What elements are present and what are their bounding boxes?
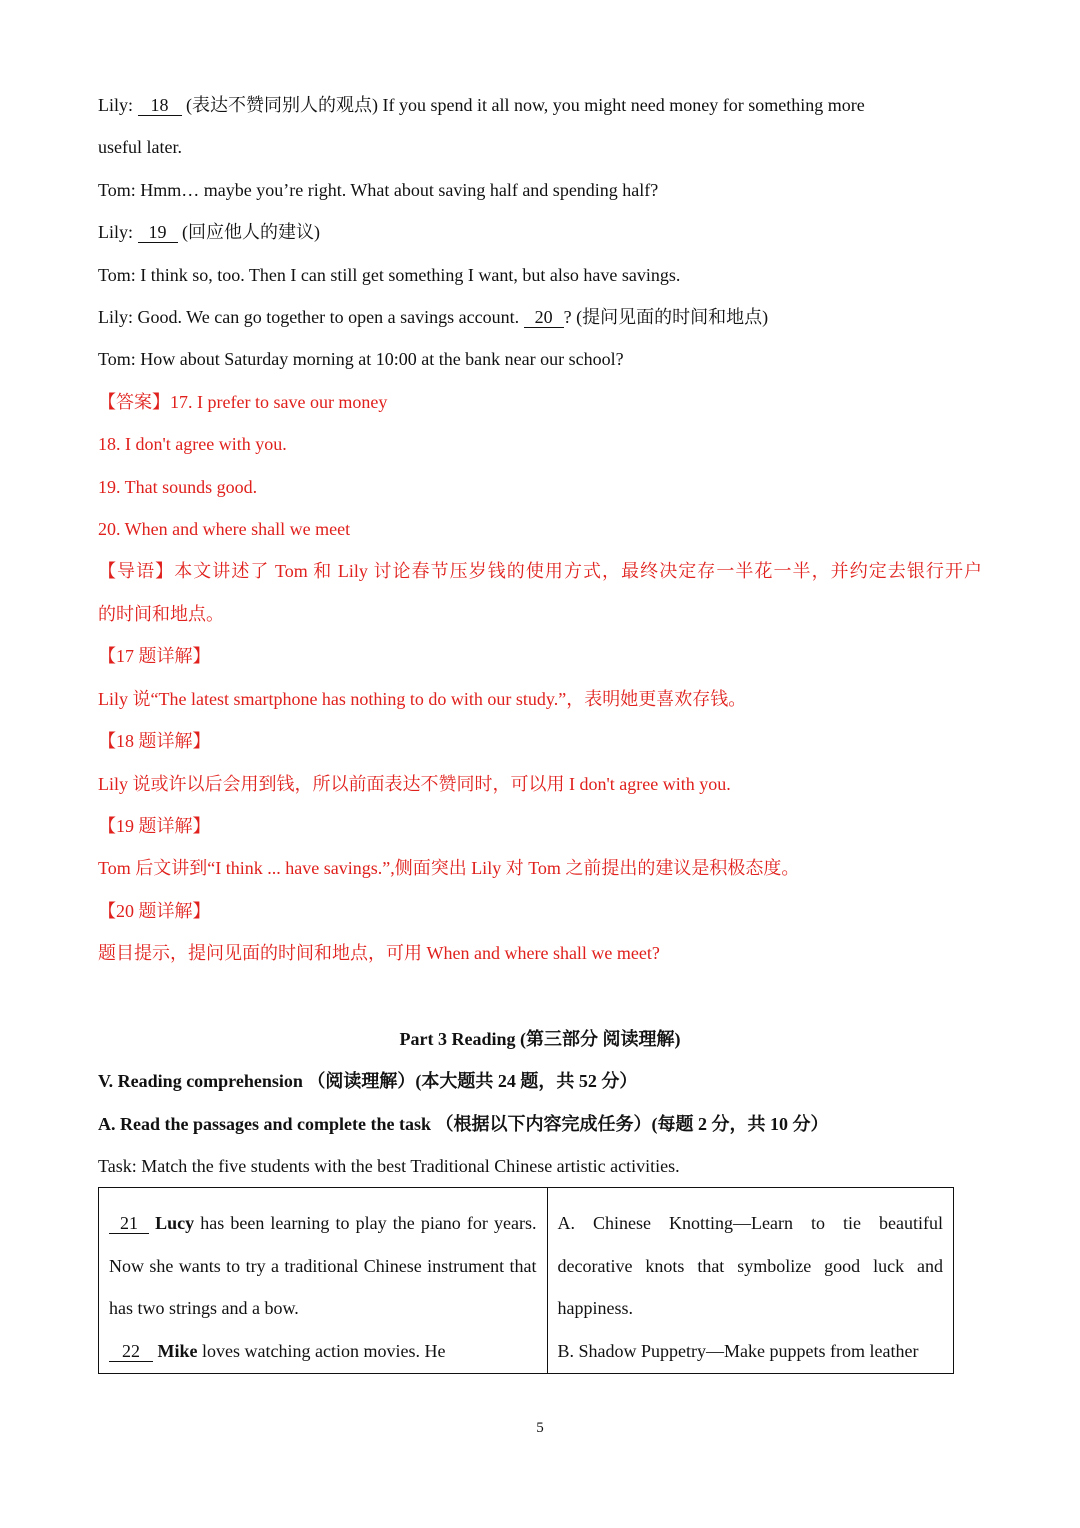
student-name: Mike — [157, 1340, 198, 1361]
dialogue-tom-1: Tom: Hmm… maybe you’re right. What about saving half and spending half? — [98, 180, 659, 200]
option-a: A. Chinese Knotting—Learn to tie beautiful decorative knots that symbolize good luck and happiness. — [557, 1213, 943, 1318]
section-a-heading: A. Read the passages and complete the task （根据以下内容完成任务）(每题 2 分，共 10 分） — [98, 1114, 829, 1134]
answer-18: 18. I don't agree with you. — [98, 434, 287, 454]
line-text: (表达不赞同别人的观点) If you spend it all now, you might need money for something more — [186, 95, 865, 115]
dialogue-line-20 — [98, 305, 982, 329]
speaker: Lily: — [98, 95, 133, 115]
line-text: ? (提问见面的时间和地点) — [563, 307, 769, 327]
section-v-heading: V. Reading comprehension （阅读理解）(本大题共 24 题，共 52 分） — [98, 1071, 638, 1091]
dialogue-line-18-cont: useful later. — [98, 137, 182, 157]
detail-19-heading: 【19 题详解】 — [98, 816, 211, 836]
student-21 — [109, 1202, 537, 1330]
part3-title: Part 3 Reading (第三部分 阅读理解) — [399, 1029, 681, 1049]
student-22 — [109, 1330, 537, 1373]
speaker: Lily: — [98, 222, 133, 242]
answer-blank-20: 20 — [524, 307, 564, 328]
activities-column — [547, 1188, 954, 1374]
answer-blank-19: 19 — [138, 222, 178, 243]
answer-17: 【答案】17. I prefer to save our money — [98, 392, 388, 412]
answer-blank-22: 22 — [109, 1341, 153, 1362]
task-instruction: Task: Match the five students with the best Traditional Chinese artistic activities. — [98, 1156, 680, 1176]
line-text: (回应他人的建议) — [182, 222, 320, 242]
guide-line-2: 的时间和地点。 — [98, 604, 224, 624]
dialogue-line-19 — [98, 220, 982, 244]
detail-20-heading: 【20 题详解】 — [98, 901, 211, 921]
detail-18: Lily 说或许以后会用到钱，所以前面表达不赞同时，可以用 I don't agree with you. — [98, 774, 731, 794]
student-text: has been learning to play the piano for years. Now she wants to try a traditional Chinese instrument that has two strings and a bow. — [109, 1213, 537, 1318]
matching-table — [98, 1187, 954, 1374]
answer-blank-18: 18 — [138, 95, 182, 116]
dialogue-line-18 — [98, 93, 982, 117]
line-text: Lily: Good. We can go together to open a savings account. — [98, 307, 520, 327]
student-name: Lucy — [155, 1213, 195, 1233]
dialogue-tom-3: Tom: How about Saturday morning at 10:00 at the bank near our school? — [98, 349, 624, 369]
detail-18-heading: 【18 题详解】 — [98, 731, 211, 751]
guide-line-1: 【导语】本文讲述了 Tom 和 Lily 讨论春节压岁钱的使用方式，最终决定存一半花一半，并约定去银行开户 — [98, 561, 982, 581]
student-text: loves watching action movies. He — [197, 1340, 446, 1361]
detail-19: Tom 后文讲到“I think ... have savings.”,侧面突出 Lily 对 Tom 之前提出的建议是积极态度。 — [98, 858, 800, 878]
detail-17: Lily 说“The latest smartphone has nothing to do with our study.”，表明她更喜欢存钱。 — [98, 689, 747, 709]
answer-20: 20. When and where shall we meet — [98, 519, 351, 539]
detail-17-heading: 【17 题详解】 — [98, 646, 211, 666]
answer-blank-21: 21 — [109, 1213, 149, 1234]
students-column — [99, 1188, 548, 1374]
page-number: 5 — [536, 1420, 544, 1436]
detail-20: 题目提示，提问见面的时间和地点，可用 When and where shall we meet? — [98, 943, 660, 963]
dialogue-tom-2: Tom: I think so, too. Then I can still get something I want, but also have savings. — [98, 265, 681, 285]
option-b: B. Shadow Puppetry—Make puppets from leather — [557, 1340, 919, 1361]
answer-19: 19. That sounds good. — [98, 477, 258, 497]
